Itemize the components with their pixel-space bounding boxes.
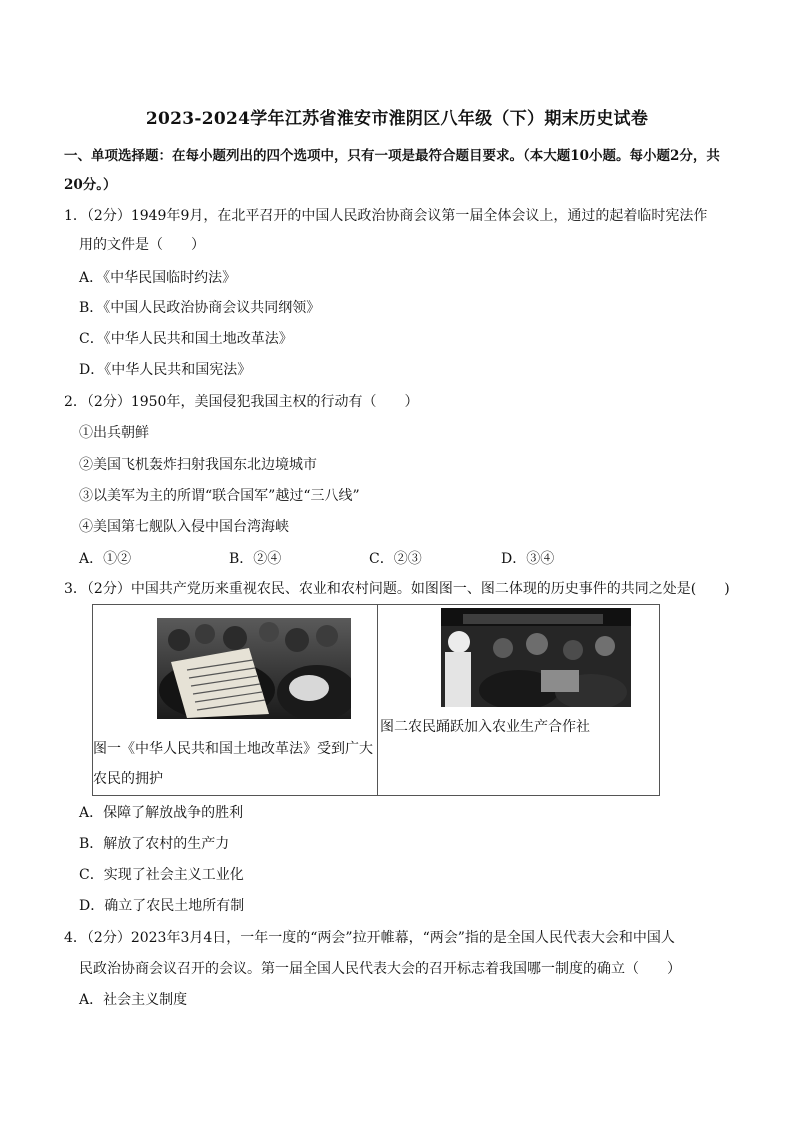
q3-figure-table	[92, 604, 660, 796]
q1-option-b: B．《中国人民政治协商会议共同纲领》	[79, 300, 321, 316]
figure2-photo-image	[441, 608, 631, 707]
q1-option-a: A．《中华民国临时约法》	[79, 270, 237, 286]
q3-stem: 3．（2分）中国共产党历来重视农民、农业和农村问题。如图图一、图二体现的历史事件的共同之处是( )	[64, 581, 730, 597]
q1-option-c: C．《中华人民共和国土地改革法》	[79, 331, 293, 347]
q2-item-2: ②美国飞机轰炸扫射我国东北边境城市	[79, 457, 317, 473]
q2-option-c: C．②③	[369, 551, 422, 567]
q3-figure1-cell	[93, 605, 378, 796]
q2-stem: 2．（2分）1950年，美国侵犯我国主权的行动有（ ）	[64, 394, 419, 410]
q3-option-b: B．解放了农村的生产力	[79, 836, 230, 852]
q2-item-4: ④美国第七舰队入侵中国台湾海峡	[79, 519, 289, 535]
q3-option-d: D．确立了农民土地所有制	[79, 898, 245, 914]
figure1-photo	[157, 618, 351, 719]
section-heading: 一、单项选择题：在每小题列出的四个选项中，只有一项是最符合题目要求。（本大题10小题。每小题2分，共20分。）	[64, 148, 720, 193]
q2-option-a: A．①②	[79, 551, 132, 567]
q2-option-b: B．②④	[229, 551, 282, 567]
figure1-caption-line1: 图一《中华人民共和国土地改革法》受到广大	[93, 741, 373, 757]
q2-option-d: D．③④	[501, 551, 555, 567]
q1-stem-line2: 用的文件是（ ）	[79, 237, 205, 253]
figure2-caption: 图二农民踊跃加入农业生产合作社	[380, 719, 590, 735]
figure1-photo-image	[157, 618, 351, 719]
figure1-caption-line2: 农民的拥护	[93, 771, 163, 787]
q1-stem-line1: 1．（2分）1949年9月，在北平召开的中国人民政治协商会议第一届全体会议上，通过的起着临时宪法作	[64, 208, 708, 224]
q2-item-3: ③以美军为主的所谓“联合国军”越过“三八线”	[79, 488, 360, 504]
exam-title: 2023-2024学年江苏省淮安市淮阴区八年级（下）期末历史试卷	[145, 109, 649, 129]
q4-option-a: A．社会主义制度	[79, 992, 188, 1008]
q3-option-a: A．保障了解放战争的胜利	[79, 805, 244, 821]
q1-option-d: D．《中华人民共和国宪法》	[79, 362, 252, 378]
figure2-photo	[441, 608, 631, 707]
q2-item-1: ①出兵朝鲜	[79, 425, 149, 441]
q2-options-row	[79, 548, 639, 568]
q3-option-c: C．实现了社会主义工业化	[79, 867, 244, 883]
q4-stem-line1: 4．（2分）2023年3月4日，一年一度的“两会”拉开帷幕，“两会”指的是全国人民代表大会和中国人	[64, 930, 675, 946]
q3-figure2-cell	[378, 605, 660, 796]
q4-stem-line2: 民政治协商会议召开的会议。第一届全国人民代表大会的召开标志着我国哪一制度的确立（ ）	[79, 961, 681, 977]
